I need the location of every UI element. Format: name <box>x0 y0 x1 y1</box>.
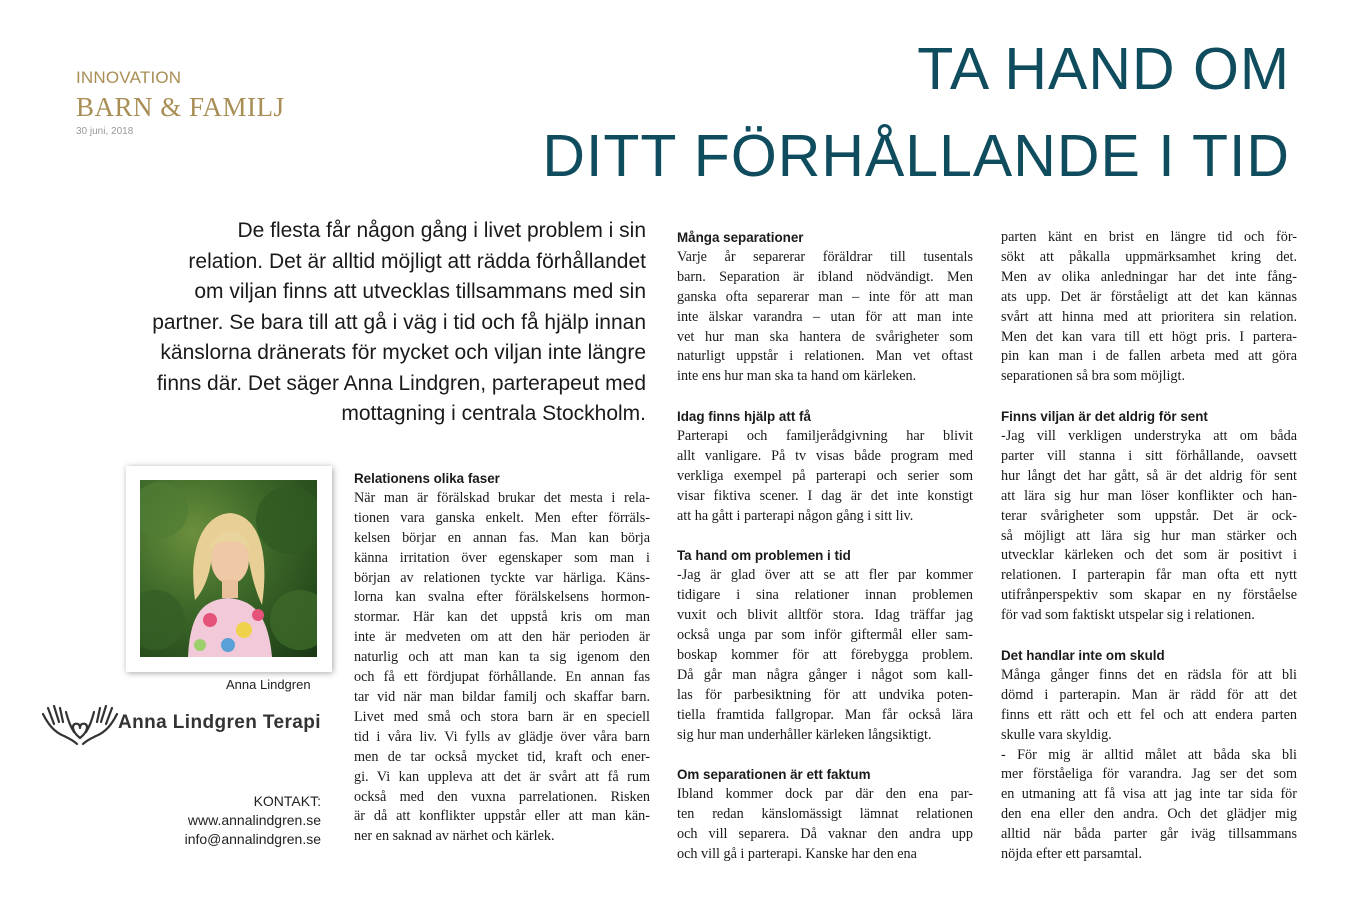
body-text-line: för vad som faktiskt utspelar sig i relationen. <box>1001 607 1255 624</box>
lead-line: om viljan finns att utvecklas tillsammans med sin <box>194 280 646 303</box>
lead-paragraph <box>110 216 646 430</box>
body-text-line: naturligt uppstår i relationen. Man vet oftast <box>677 348 973 365</box>
body-text-line: verkliga exempel på parterapi och serier som <box>677 467 973 484</box>
body-text-line: lorna kan svalna efter förälskelsens hormon- <box>354 589 650 606</box>
body-text-line: ganska ofta separerar man – inte för att man <box>677 288 973 305</box>
body-text-line: känna irritation över egenskaper som man i <box>354 549 650 566</box>
body-text-line: relationen. I parterapin får man ofta ett nytt <box>1001 567 1297 584</box>
body-text-line: Varje år separerar föräldrar till tusentals <box>677 248 973 265</box>
body-text-line: nöjda efter ett parsamtal. <box>1001 846 1143 863</box>
paragraph-gap <box>677 527 973 547</box>
body-text-line: ten redan känslomässigt lämnat relationen <box>677 806 973 823</box>
body-text-line: Livet med små och stora barn är en speciell <box>354 708 650 725</box>
lead-line: finns där. Det säger Anna Lindgren, parterapeut med <box>156 371 646 395</box>
body-text-line: är då att konflikter uppstår eller att man kän- <box>354 808 650 825</box>
body-text-line: finns ett rätt och ett fel och att endera parten <box>1001 706 1297 723</box>
body-text-line: dömd i parterapin. Man är rädd för att det <box>1001 686 1297 703</box>
body-text-line: terar svårigheter som uppstår. Det är ock- <box>1001 507 1297 524</box>
body-text-line: allt vanligare. På tv visas både program med <box>677 447 973 464</box>
body-text-line: Parterapi och familjerådgivning har blivit <box>677 428 973 445</box>
subheading: Om separationen är ett faktum <box>677 767 871 783</box>
section-label: BARN & FAMILJ <box>76 92 285 122</box>
subheading: Det handlar inte om skuld <box>1001 648 1165 663</box>
body-text-line: separationen så bra som möjligt. <box>1001 368 1186 385</box>
body-text-line: vuxit och blivit alltför stora. Idag träffar jag <box>677 607 973 624</box>
body-text-line: utvecklar kärleken och det som är positivt i <box>1001 547 1297 564</box>
body-text-line: att lära sig hur man löser konflikter och han- <box>1001 487 1297 504</box>
body-text-line: pin kan man i de fallen arbeta med att göra <box>1001 348 1297 365</box>
body-text-line: parter vill stanna i sitt förhållande, oavsett <box>1001 447 1297 464</box>
body-text-line: -Jag vill verkligen understryka att om båda <box>1001 428 1297 445</box>
headline-line-1: TA HAND OM <box>917 36 1290 102</box>
body-text-line: Men av olika anledningar har det inte fång- <box>1001 268 1297 285</box>
headline-line-2: DITT FÖRHÅLLANDE I TID <box>542 123 1290 189</box>
body-text-line: kelsen börjar en annan fas. Man kan börja <box>354 529 650 546</box>
body-text-line: hur långt det har gått, så är det aldrig för sent <box>1001 467 1297 484</box>
publish-date: 30 juni, 2018 <box>76 126 134 137</box>
body-text-line: början av relationen tyckte var härliga. Käns- <box>354 569 650 586</box>
portrait-frame <box>126 466 332 672</box>
article-column-2 <box>677 228 973 865</box>
body-text-line: att ha gått i parterapi någon gång i sitt liv. <box>677 507 914 524</box>
body-text-line: parten känt en brist en längre tid och för- <box>1001 229 1297 245</box>
subheading: Ta hand om problemen i tid <box>677 548 851 564</box>
body-text-line: svårt att hinna med att prioritera sin relation. <box>1001 308 1297 325</box>
body-text-line: ats upp. Det är förståeligt att det kan kännas <box>1001 288 1297 305</box>
lead-line: känslorna dränerats för mycket och viljan inte längre <box>160 341 646 364</box>
portrait-illustration <box>140 480 317 657</box>
body-text-line: boskap kommer för att förebygga problem. <box>677 647 973 663</box>
body-text-line: skulle vara skyldig. <box>1001 726 1112 743</box>
body-text-line: stormar. Här kan det uppstå kris om man <box>354 609 650 626</box>
body-text-line: inte älskar varandra – utan för att man inte <box>677 308 973 325</box>
kicker-label: INNOVATION <box>76 68 182 87</box>
body-text-line: sig hur man underhåller kärleken långsiktigt. <box>677 726 932 743</box>
body-text-line: och vill separera. Då vaknar den andra upp <box>677 826 973 843</box>
article-column-1 <box>354 469 650 847</box>
body-text-line: också unga par som inför giftermål eller sam- <box>677 627 973 644</box>
body-text-line: Ibland kommer dock par där den ena par- <box>677 786 973 803</box>
lead-line: De flesta får någon gång i livet problem i sin <box>237 219 646 242</box>
body-text-line: en utmaning att få visa att jag inte tar sida för <box>1001 786 1297 803</box>
subheading: Många separationer <box>677 230 804 245</box>
subheading: Finns viljan är det aldrig för sent <box>1001 409 1208 425</box>
body-text-line: Men det kan vara till ett högt pris. I partera- <box>1001 328 1297 345</box>
body-text-line: Många gånger finns det en rädsla för att bli <box>1001 666 1297 683</box>
paragraph-gap <box>1001 626 1297 646</box>
body-text-line: las för parbesiktning för att undvika poten- <box>677 686 973 703</box>
body-text-line: tar vid när man bildar familj och skaffar barn. <box>354 688 650 705</box>
logo-wordmark: Anna Lindgren Terapi <box>118 712 321 733</box>
body-text-line: naturlig och att man kan ta sig igenom den <box>354 649 650 666</box>
body-text-line: och vill gå i parterapi. Kanske har den ena <box>677 846 917 863</box>
website-link[interactable]: www.annalindgren.se <box>187 812 321 828</box>
body-text-line: barn. Separation är ibland nödvändigt. Men <box>677 268 973 285</box>
body-text-line: gi. Vi kan uppleva att det är svårt att få rum <box>354 768 650 785</box>
portrait-photo <box>140 480 317 657</box>
lead-line: relation. Det är alltid möjligt att rädda förhållandet <box>188 249 646 273</box>
body-text-line: och få ett fördjupat förhållande. En annan fas <box>354 669 650 686</box>
body-text-line: tidigare i sina relationer innan problemen <box>677 587 973 604</box>
body-text-line: sökt att påkalla uppmärksamhet kring det. <box>1001 248 1297 265</box>
subheading: Idag finns hjälp att få <box>677 409 811 425</box>
contact-block <box>185 792 321 849</box>
contact-label: KONTAKT: <box>253 793 321 809</box>
body-text-line: så möjligt att lära sig hur man stärker och <box>1001 527 1297 544</box>
body-text-line: -Jag är glad över att se att fler par kommer <box>677 567 973 584</box>
body-text-line: mer förståeliga för varandra. Jag ser det som <box>1001 766 1297 783</box>
paragraph-gap <box>1001 387 1297 407</box>
body-text-line: inte är medveten om att den här perioden är <box>354 629 650 646</box>
body-text-line: inte ens hur man ska ta hand om kärleken. <box>677 368 917 385</box>
body-text-line: När man är förälskad brukar det mesta i rela- <box>354 489 650 506</box>
body-text-line: också med den vuxna parrelationen. Risken <box>354 788 650 805</box>
lead-line: mottagning i centrala Stockholm. <box>341 402 646 425</box>
body-text-line: vet hur man ska hantera de svårigheter som <box>677 328 973 345</box>
body-text-line: den ena eller den andra. Och det glädjer mig <box>1001 806 1297 823</box>
body-text-line: tid i våra liv. Vi fylls av glädje över våra barn <box>354 728 650 745</box>
article-column-3 <box>1001 228 1297 865</box>
body-text-line: alltid när båda parter går iväg tillsammans <box>1001 826 1297 843</box>
body-text-line: Då går man några gånger i något som kall- <box>677 666 973 683</box>
paragraph-gap <box>677 746 973 766</box>
body-text-line: visar fiktiva scener. I dag är det inte konstigt <box>677 487 973 504</box>
body-text-line: utifrånperspektiv som skapar en ny förståelse <box>1001 587 1297 604</box>
lead-line: partner. Se bara till att gå i väg i tid och få hjälp innan <box>152 310 646 334</box>
paragraph-gap <box>677 387 973 407</box>
subheading: Relationens olika faser <box>354 471 500 486</box>
body-text-line: men de tar också mycket tid, kraft och ener- <box>354 748 650 765</box>
body-text-line: tionen vara ganska enkelt. Men efter förräls- <box>354 509 650 526</box>
body-text-line: - För mig är alltid målet att båda ska bli <box>1001 746 1297 763</box>
body-text-line: tiella framtida fallgropar. Man får också lära <box>677 706 973 723</box>
photo-caption: Anna Lindgren <box>226 677 311 692</box>
email-link[interactable]: info@annalindgren.se <box>184 831 321 847</box>
body-text-line: ner en saknad av närhet och kärlek. <box>354 828 555 845</box>
